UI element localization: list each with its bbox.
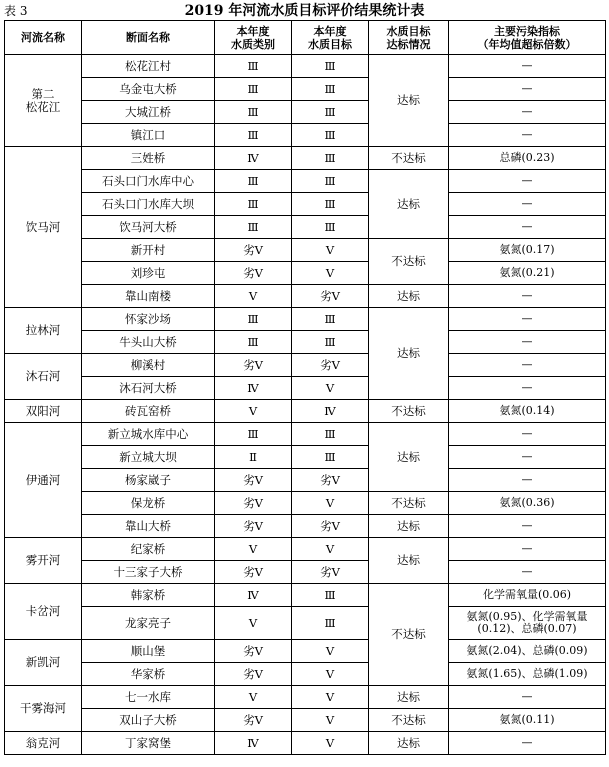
section-name-cell: 新立城大坝 [82,446,215,469]
table-row [5,101,606,124]
table-row [5,239,606,262]
section-name-cell: 饮马河大桥 [82,216,215,239]
pollutant-cell: — [449,469,606,492]
quality-category-cell: Ⅲ [215,55,292,78]
table-row [5,663,606,686]
quality-category-cell: Ⅲ [215,78,292,101]
quality-target-cell: Ⅳ [292,400,369,423]
table-row [5,538,606,561]
quality-target-cell: Ⅲ [292,147,369,170]
quality-category-cell: 劣Ⅴ [215,354,292,377]
table-row [5,216,606,239]
table-row [5,262,606,285]
pollutant-cell: — [449,331,606,354]
section-name-cell: 沐石河大桥 [82,377,215,400]
quality-target-cell: 劣Ⅴ [292,285,369,308]
quality-category-cell: Ⅴ [215,686,292,709]
section-name-cell: 靠山大桥 [82,515,215,538]
header-pollutant: 主要污染指标 （年均值超标倍数） [449,21,606,55]
target-status-cell: 不达标 [369,147,449,170]
pollutant-cell: — [449,561,606,584]
pollutant-cell: — [449,446,606,469]
quality-target-cell: 劣Ⅴ [292,354,369,377]
header-row [5,21,606,55]
pollutant-cell: 氨氮(0.36) [449,492,606,515]
header-category: 本年度 水质类别 [215,21,292,55]
quality-category-cell: 劣Ⅴ [215,561,292,584]
river-name-cell: 干雾海河 [5,686,82,732]
pollutant-cell: — [449,216,606,239]
section-name-cell: 七一水库 [82,686,215,709]
section-name-cell: 靠山南楼 [82,285,215,308]
quality-category-cell: Ⅳ [215,147,292,170]
target-status-cell: 达标 [369,686,449,709]
quality-target-cell: Ⅴ [292,640,369,663]
section-name-cell: 砖瓦窑桥 [82,400,215,423]
table-row [5,285,606,308]
section-name-cell: 三姓桥 [82,147,215,170]
quality-category-cell: Ⅲ [215,216,292,239]
table-row [5,170,606,193]
quality-category-cell: Ⅴ [215,607,292,640]
quality-target-cell: 劣Ⅴ [292,515,369,538]
quality-category-cell: Ⅱ [215,446,292,469]
section-name-cell: 十三家子大桥 [82,561,215,584]
target-status-cell: 达标 [369,538,449,584]
section-name-cell: 双山子大桥 [82,709,215,732]
target-status-cell: 不达标 [369,400,449,423]
quality-target-cell: 劣Ⅴ [292,469,369,492]
pollutant-cell: — [449,377,606,400]
river-name-cell: 沐石河 [5,354,82,400]
section-name-cell: 纪家桥 [82,538,215,561]
quality-category-cell: 劣Ⅴ [215,640,292,663]
quality-target-cell: 劣Ⅴ [292,561,369,584]
table-row [5,377,606,400]
river-name-cell: 新凯河 [5,640,82,686]
quality-category-cell: Ⅳ [215,584,292,607]
table-row [5,446,606,469]
quality-category-cell: Ⅴ [215,538,292,561]
header-section: 断面名称 [82,21,215,55]
table-caption: 表 3 [4,4,28,18]
target-status-cell: 达标 [369,423,449,492]
quality-target-cell: Ⅲ [292,101,369,124]
quality-target-cell: Ⅲ [292,193,369,216]
section-name-cell: 柳溪村 [82,354,215,377]
quality-target-cell: Ⅲ [292,124,369,147]
quality-category-cell: Ⅴ [215,285,292,308]
quality-category-cell: 劣Ⅴ [215,515,292,538]
target-status-cell: 达标 [369,515,449,538]
section-name-cell: 韩家桥 [82,584,215,607]
section-name-cell: 新开村 [82,239,215,262]
pollutant-cell: — [449,354,606,377]
section-name-cell: 龙家亮子 [82,607,215,640]
river-name-cell: 拉林河 [5,308,82,354]
quality-target-cell: Ⅲ [292,331,369,354]
quality-target-cell: Ⅴ [292,538,369,561]
quality-target-cell: Ⅲ [292,584,369,607]
pollutant-cell: — [449,423,606,446]
pollutant-cell: 氨氮(0.95)、化学需氧量(0.12)、总磷(0.07) [449,607,606,640]
table-row [5,607,606,640]
quality-target-cell: Ⅲ [292,78,369,101]
table-row [5,308,606,331]
table-row [5,561,606,584]
table-row [5,732,606,755]
target-status-cell: 达标 [369,308,449,400]
section-name-cell: 石头口门水库大坝 [82,193,215,216]
target-status-cell: 不达标 [369,709,449,732]
quality-target-cell: Ⅴ [292,377,369,400]
quality-category-cell: Ⅲ [215,423,292,446]
quality-target-cell: Ⅴ [292,732,369,755]
quality-target-cell: Ⅴ [292,663,369,686]
quality-target-cell: Ⅴ [292,686,369,709]
table-row [5,147,606,170]
pollutant-cell: 化学需氧量(0.06) [449,584,606,607]
table-row [5,193,606,216]
section-name-cell: 松花江村 [82,55,215,78]
quality-category-cell: 劣Ⅴ [215,492,292,515]
river-name-cell: 伊通河 [5,423,82,538]
section-name-cell: 刘珍屯 [82,262,215,285]
quality-target-cell: Ⅴ [292,262,369,285]
pollutant-cell: — [449,686,606,709]
table-row [5,124,606,147]
section-name-cell: 牛头山大桥 [82,331,215,354]
target-status-cell: 达标 [369,55,449,147]
quality-category-cell: Ⅲ [215,193,292,216]
pollutant-cell: 氨氮(0.11) [449,709,606,732]
table-row [5,709,606,732]
river-name-cell: 饮马河 [5,147,82,308]
quality-target-cell: Ⅲ [292,55,369,78]
pollutant-cell: 氨氮(1.65)、总磷(1.09) [449,663,606,686]
quality-target-cell: Ⅲ [292,308,369,331]
table-row [5,78,606,101]
section-name-cell: 华家桥 [82,663,215,686]
quality-category-cell: 劣Ⅴ [215,262,292,285]
table-row [5,331,606,354]
section-name-cell: 杨家崴子 [82,469,215,492]
section-name-cell: 保龙桥 [82,492,215,515]
quality-category-cell: 劣Ⅴ [215,239,292,262]
river-name-cell: 卡岔河 [5,584,82,640]
section-name-cell: 镇江口 [82,124,215,147]
pollutant-cell: 氨氮(0.21) [449,262,606,285]
quality-target-cell: Ⅴ [292,239,369,262]
pollutant-cell: 氨氮(0.14) [449,400,606,423]
pollutant-cell: — [449,732,606,755]
target-status-cell: 不达标 [369,584,449,686]
quality-category-cell: Ⅲ [215,170,292,193]
section-name-cell: 新立城水库中心 [82,423,215,446]
quality-target-cell: Ⅲ [292,170,369,193]
section-name-cell: 怀家沙场 [82,308,215,331]
table-row [5,55,606,78]
quality-category-cell: Ⅳ [215,377,292,400]
quality-category-cell: Ⅲ [215,331,292,354]
header-river: 河流名称 [5,21,82,55]
quality-target-cell: Ⅲ [292,446,369,469]
river-name-cell: 双阳河 [5,400,82,423]
pollutant-cell: 氨氮(2.04)、总磷(0.09) [449,640,606,663]
pollutant-cell: — [449,515,606,538]
table-row [5,492,606,515]
river-name-cell: 第二 松花江 [5,55,82,147]
water-quality-table [4,20,606,755]
section-name-cell: 大城江桥 [82,101,215,124]
table-row [5,686,606,709]
quality-target-cell: Ⅲ [292,607,369,640]
table-row [5,584,606,607]
target-status-cell: 达标 [369,732,449,755]
table-row [5,515,606,538]
target-status-cell: 达标 [369,170,449,239]
quality-category-cell: 劣Ⅴ [215,709,292,732]
table-row [5,640,606,663]
quality-target-cell: Ⅲ [292,423,369,446]
pollutant-cell: — [449,101,606,124]
target-status-cell: 达标 [369,285,449,308]
pollutant-cell: — [449,170,606,193]
table-title: 2019 年河流水质目标评价结果统计表 [184,3,425,19]
header-target: 本年度 水质目标 [292,21,369,55]
quality-category-cell: Ⅳ [215,732,292,755]
pollutant-cell: — [449,124,606,147]
section-name-cell: 石头口门水库中心 [82,170,215,193]
section-name-cell: 顺山堡 [82,640,215,663]
quality-category-cell: Ⅲ [215,308,292,331]
pollutant-cell: — [449,285,606,308]
table-row [5,354,606,377]
pollutant-cell: — [449,308,606,331]
section-name-cell: 丁家窝堡 [82,732,215,755]
quality-category-cell: Ⅲ [215,101,292,124]
pollutant-cell: 氨氮(0.17) [449,239,606,262]
pollutant-cell: — [449,78,606,101]
quality-target-cell: Ⅲ [292,216,369,239]
pollutant-cell: 总磷(0.23) [449,147,606,170]
pollutant-cell: — [449,55,606,78]
pollutant-cell: — [449,193,606,216]
header-status: 水质目标 达标情况 [369,21,449,55]
quality-category-cell: 劣Ⅴ [215,469,292,492]
quality-category-cell: 劣Ⅴ [215,663,292,686]
section-name-cell: 乌金屯大桥 [82,78,215,101]
target-status-cell: 不达标 [369,239,449,285]
river-name-cell: 翁克河 [5,732,82,755]
quality-target-cell: Ⅴ [292,492,369,515]
river-name-cell: 雾开河 [5,538,82,584]
quality-target-cell: Ⅴ [292,709,369,732]
table-row [5,469,606,492]
quality-category-cell: Ⅴ [215,400,292,423]
pollutant-cell: — [449,538,606,561]
table-body [5,55,606,755]
target-status-cell: 不达标 [369,492,449,515]
table-row [5,423,606,446]
quality-category-cell: Ⅲ [215,124,292,147]
table-row [5,400,606,423]
